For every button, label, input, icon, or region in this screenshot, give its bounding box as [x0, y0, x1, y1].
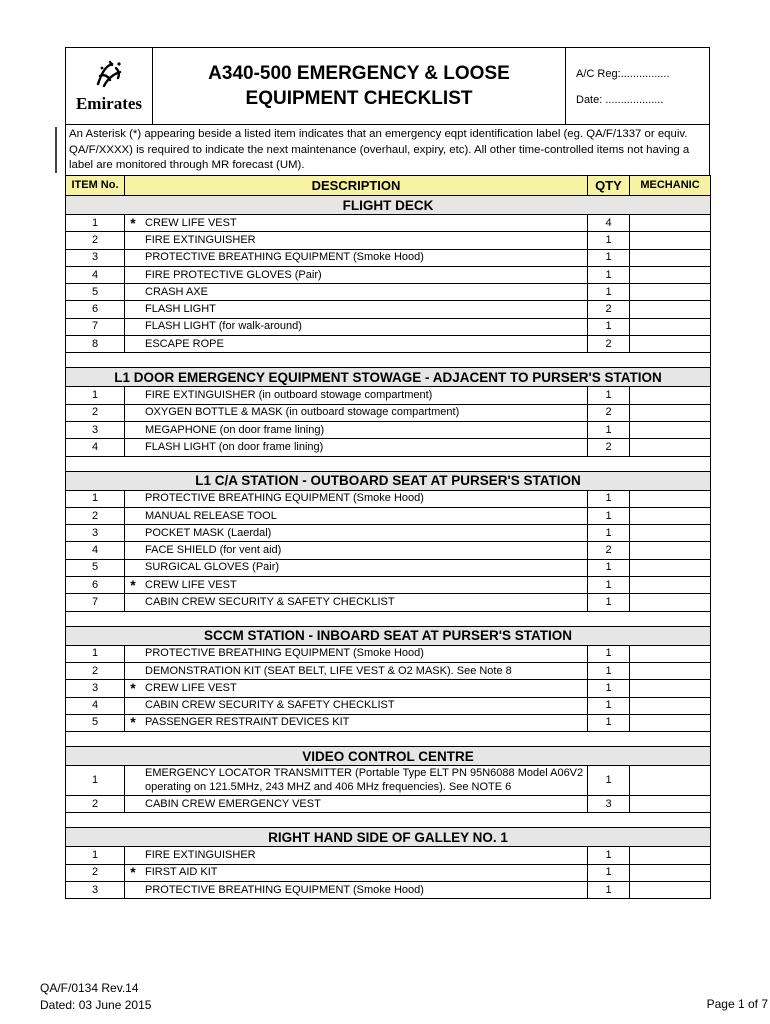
item-qty: 1 — [588, 882, 630, 899]
mechanic-cell[interactable] — [630, 387, 711, 404]
item-number: 2 — [66, 662, 125, 679]
item-description: MANUAL RELEASE TOOL — [141, 507, 588, 524]
item-qty: 1 — [588, 847, 630, 864]
asterisk-mark — [125, 882, 142, 899]
table-row — [66, 249, 711, 266]
item-number: 5 — [66, 284, 125, 301]
asterisk-mark — [125, 387, 142, 404]
item-description: PROTECTIVE BREATHING EQUIPMENT (Smoke Hood) — [141, 490, 588, 507]
asterisk-mark — [125, 301, 142, 318]
item-description: FIRE PROTECTIVE GLOVES (Pair) — [141, 266, 588, 283]
col-mechanic-header: MECHANIC — [630, 176, 711, 196]
item-description: PROTECTIVE BREATHING EQUIPMENT (Smoke Hood) — [141, 882, 588, 899]
table-row — [66, 284, 711, 301]
item-description: CABIN CREW EMERGENCY VEST — [141, 796, 588, 813]
table-row — [66, 439, 711, 456]
item-qty: 1 — [588, 559, 630, 576]
item-number: 1 — [66, 766, 125, 796]
item-description: FIRST AID KIT — [141, 864, 588, 881]
spacer-row — [66, 732, 711, 747]
item-description: FLASH LIGHT — [141, 301, 588, 318]
table-row — [66, 882, 711, 899]
mechanic-cell[interactable] — [630, 559, 711, 576]
item-description: FACE SHIELD (for vent aid) — [141, 542, 588, 559]
logo-wordmark: Emirates — [75, 94, 143, 113]
item-number: 1 — [66, 215, 125, 232]
mechanic-cell[interactable] — [630, 864, 711, 881]
asterisk-mark: * — [125, 215, 142, 232]
item-qty: 1 — [588, 421, 630, 438]
table-row — [66, 697, 711, 714]
mechanic-cell[interactable] — [630, 697, 711, 714]
item-qty: 1 — [588, 507, 630, 524]
table-row — [66, 525, 711, 542]
item-description: FIRE EXTINGUISHER — [141, 847, 588, 864]
mechanic-cell[interactable] — [630, 796, 711, 813]
item-number: 3 — [66, 249, 125, 266]
item-description: CREW LIFE VEST — [141, 680, 588, 697]
item-description: PROTECTIVE BREATHING EQUIPMENT (Smoke Hood) — [141, 249, 588, 266]
asterisk-mark — [125, 249, 142, 266]
mechanic-cell[interactable] — [630, 232, 711, 249]
section-header-row — [66, 747, 711, 766]
mechanic-cell[interactable] — [630, 662, 711, 679]
mechanic-cell[interactable] — [630, 714, 711, 731]
mechanic-cell[interactable] — [630, 249, 711, 266]
item-qty: 1 — [588, 266, 630, 283]
mechanic-cell[interactable] — [630, 439, 711, 456]
section-title: VIDEO CONTROL CENTRE — [66, 747, 711, 766]
item-qty: 4 — [588, 215, 630, 232]
table-row — [66, 387, 711, 404]
item-description: PASSENGER RESTRAINT DEVICES KIT — [141, 714, 588, 731]
asterisk-mark — [125, 766, 142, 796]
mechanic-cell[interactable] — [630, 301, 711, 318]
asterisk-mark: * — [125, 577, 142, 594]
item-qty: 2 — [588, 336, 630, 353]
section-header-row — [66, 368, 711, 387]
item-number: 4 — [66, 542, 125, 559]
asterisk-mark — [125, 439, 142, 456]
mechanic-cell[interactable] — [630, 594, 711, 611]
item-number: 4 — [66, 439, 125, 456]
item-description: CREW LIFE VEST — [141, 215, 588, 232]
item-number: 6 — [66, 301, 125, 318]
col-item-header: ITEM No. — [66, 176, 125, 196]
section-title: L1 C/A STATION - OUTBOARD SEAT AT PURSER'S STATION — [66, 471, 711, 490]
asterisk-mark: * — [125, 864, 142, 881]
item-description: CREW LIFE VEST — [141, 577, 588, 594]
table-row — [66, 645, 711, 662]
section-title: FLIGHT DECK — [66, 196, 711, 215]
item-number: 2 — [66, 404, 125, 421]
table-row — [66, 336, 711, 353]
asterisk-mark — [125, 697, 142, 714]
table-row — [66, 796, 711, 813]
mechanic-cell[interactable] — [630, 542, 711, 559]
spacer-row — [66, 456, 711, 471]
section-title: RIGHT HAND SIDE OF GALLEY NO. 1 — [66, 828, 711, 847]
item-qty: 2 — [588, 404, 630, 421]
item-description: FLASH LIGHT (on door frame lining) — [141, 439, 588, 456]
item-description: SURGICAL GLOVES (Pair) — [141, 559, 588, 576]
spacer-cell — [66, 813, 711, 828]
table-row — [66, 714, 711, 731]
mechanic-cell[interactable] — [630, 680, 711, 697]
col-qty-header: QTY — [588, 176, 630, 196]
item-number: 3 — [66, 421, 125, 438]
spacer-cell — [66, 353, 711, 368]
asterisk-mark — [125, 318, 142, 335]
item-description: PROTECTIVE BREATHING EQUIPMENT (Smoke Hood) — [141, 645, 588, 662]
item-number: 3 — [66, 882, 125, 899]
page-title — [153, 48, 565, 124]
item-number: 1 — [66, 645, 125, 662]
asterisk-mark — [125, 559, 142, 576]
col-description-header: DESCRIPTION — [125, 176, 588, 196]
mechanic-cell[interactable] — [630, 525, 711, 542]
item-description: FLASH LIGHT (for walk-around) — [141, 318, 588, 335]
table-header-row — [66, 176, 711, 196]
item-number: 6 — [66, 577, 125, 594]
mechanic-cell[interactable] — [630, 847, 711, 864]
mechanic-cell[interactable] — [630, 882, 711, 899]
item-qty: 1 — [588, 318, 630, 335]
margin-bar — [55, 127, 57, 173]
table-row — [66, 232, 711, 249]
item-qty: 1 — [588, 864, 630, 881]
item-qty: 1 — [588, 662, 630, 679]
item-number: 7 — [66, 594, 125, 611]
section-title: L1 DOOR EMERGENCY EQUIPMENT STOWAGE - ADJACENT TO PURSER'S STATION — [66, 368, 711, 387]
page-number: Page 1 of 7 — [706, 997, 768, 1011]
item-description: CABIN CREW SECURITY & SAFETY CHECKLIST — [141, 594, 588, 611]
item-qty: 1 — [588, 594, 630, 611]
item-qty: 1 — [588, 387, 630, 404]
item-qty: 1 — [588, 766, 630, 796]
item-qty: 1 — [588, 490, 630, 507]
item-description: FIRE EXTINGUISHER (in outboard stowage compartment) — [141, 387, 588, 404]
asterisk-mark — [125, 336, 142, 353]
mechanic-cell[interactable] — [630, 577, 711, 594]
item-number: 2 — [66, 796, 125, 813]
asterisk-mark — [125, 847, 142, 864]
spacer-row — [66, 353, 711, 368]
asterisk-mark — [125, 507, 142, 524]
table-row — [66, 490, 711, 507]
form-number: QA/F/0134 Rev.14 — [40, 981, 139, 995]
mechanic-cell[interactable] — [630, 266, 711, 283]
item-description: CABIN CREW SECURITY & SAFETY CHECKLIST — [141, 697, 588, 714]
title-line-1: A340-500 EMERGENCY & LOOSE — [208, 63, 510, 84]
table-row — [66, 680, 711, 697]
item-qty: 1 — [588, 232, 630, 249]
table-row — [66, 507, 711, 524]
section-title: SCCM STATION - INBOARD SEAT AT PURSER'S STATION — [66, 626, 711, 645]
asterisk-mark — [125, 284, 142, 301]
table-row — [66, 404, 711, 421]
section-header-row — [66, 471, 711, 490]
spacer-cell — [66, 611, 711, 626]
item-qty: 2 — [588, 301, 630, 318]
section-header-row — [66, 626, 711, 645]
item-number: 7 — [66, 318, 125, 335]
item-description: FIRE EXTINGUISHER — [141, 232, 588, 249]
item-description: EMERGENCY LOCATOR TRANSMITTER (Portable Type ELT PN 95N6088 Model A06V2 operating on 121.5MHz, 243 MHZ and 406 MHz frequencies). See NOTE 6 — [141, 766, 588, 796]
asterisk-mark — [125, 542, 142, 559]
item-number: 2 — [66, 232, 125, 249]
mechanic-cell[interactable] — [630, 421, 711, 438]
table-row — [66, 847, 711, 864]
table-row — [66, 266, 711, 283]
item-description: DEMONSTRATION KIT (SEAT BELT, LIFE VEST & O2 MASK). See Note 8 — [141, 662, 588, 679]
table-row — [66, 301, 711, 318]
table-row — [66, 766, 711, 796]
item-number: 4 — [66, 697, 125, 714]
asterisk-mark — [125, 662, 142, 679]
item-number: 1 — [66, 847, 125, 864]
spacer-row — [66, 611, 711, 626]
asterisk-mark — [125, 266, 142, 283]
header-meta — [565, 48, 709, 124]
form-date: Dated: 03 June 2015 — [40, 998, 152, 1012]
document-header — [65, 47, 710, 125]
item-description: ESCAPE ROPE — [141, 336, 588, 353]
spacer-row — [66, 813, 711, 828]
item-qty: 1 — [588, 284, 630, 301]
item-number: 8 — [66, 336, 125, 353]
item-number: 1 — [66, 387, 125, 404]
table-row — [66, 559, 711, 576]
section-header-row — [66, 196, 711, 215]
asterisk-mark — [125, 594, 142, 611]
item-qty: 1 — [588, 249, 630, 266]
table-row — [66, 594, 711, 611]
item-qty: 1 — [588, 697, 630, 714]
mechanic-cell[interactable] — [630, 284, 711, 301]
item-qty: 1 — [588, 525, 630, 542]
table-row — [66, 542, 711, 559]
table-row — [66, 662, 711, 679]
item-number: 4 — [66, 266, 125, 283]
item-qty: 2 — [588, 542, 630, 559]
section-header-row — [66, 828, 711, 847]
item-number: 3 — [66, 680, 125, 697]
asterisk-mark — [125, 404, 142, 421]
asterisk-mark — [125, 796, 142, 813]
emirates-logo — [66, 48, 153, 124]
item-description: MEGAPHONE (on door frame lining) — [141, 421, 588, 438]
asterisk-mark — [125, 232, 142, 249]
mechanic-cell[interactable] — [630, 404, 711, 421]
table-row — [66, 421, 711, 438]
asterisk-mark: * — [125, 714, 142, 731]
item-qty: 1 — [588, 577, 630, 594]
footer — [40, 980, 151, 1014]
ac-reg-field[interactable]: A/C Reg:................ — [576, 68, 670, 80]
asterisk-mark: * — [125, 680, 142, 697]
item-qty: 1 — [588, 714, 630, 731]
item-description: CRASH AXE — [141, 284, 588, 301]
asterisk-mark — [125, 490, 142, 507]
item-description: POCKET MASK (Laerdal) — [141, 525, 588, 542]
mechanic-cell[interactable] — [630, 507, 711, 524]
checklist-table — [65, 175, 711, 899]
table-row — [66, 215, 711, 232]
mechanic-cell[interactable] — [630, 336, 711, 353]
spacer-cell — [66, 732, 711, 747]
item-number: 1 — [66, 490, 125, 507]
spacer-cell — [66, 456, 711, 471]
asterisk-mark — [125, 525, 142, 542]
item-description: OXYGEN BOTTLE & MASK (in outboard stowage compartment) — [141, 404, 588, 421]
item-qty: 1 — [588, 645, 630, 662]
asterisk-mark — [125, 645, 142, 662]
table-row — [66, 577, 711, 594]
item-number: 5 — [66, 714, 125, 731]
table-row — [66, 318, 711, 335]
item-number: 3 — [66, 525, 125, 542]
asterisk-mark — [125, 421, 142, 438]
mechanic-cell[interactable] — [630, 215, 711, 232]
mechanic-cell[interactable] — [630, 318, 711, 335]
item-number: 2 — [66, 507, 125, 524]
item-qty: 2 — [588, 439, 630, 456]
asterisk-note: An Asterisk (*) appearing beside a listed item indicates that an emergency eqpt identification label (eg. QA/F/1337 or equiv. QA/F/XXXX) is required to indicate the next maintenance (overhaul, expiry, etc). All other time-controlled items not having a label are monitored through MR forecast (UM). — [65, 125, 710, 176]
mechanic-cell[interactable] — [630, 766, 711, 796]
item-qty: 1 — [588, 680, 630, 697]
emirates-calligraphy-icon — [92, 58, 126, 92]
mechanic-cell[interactable] — [630, 645, 711, 662]
item-qty: 3 — [588, 796, 630, 813]
title-line-2: EQUIPMENT CHECKLIST — [245, 88, 473, 109]
item-number: 5 — [66, 559, 125, 576]
mechanic-cell[interactable] — [630, 490, 711, 507]
table-row — [66, 864, 711, 881]
item-number: 2 — [66, 864, 125, 881]
date-field[interactable]: Date: ................... — [576, 94, 664, 106]
